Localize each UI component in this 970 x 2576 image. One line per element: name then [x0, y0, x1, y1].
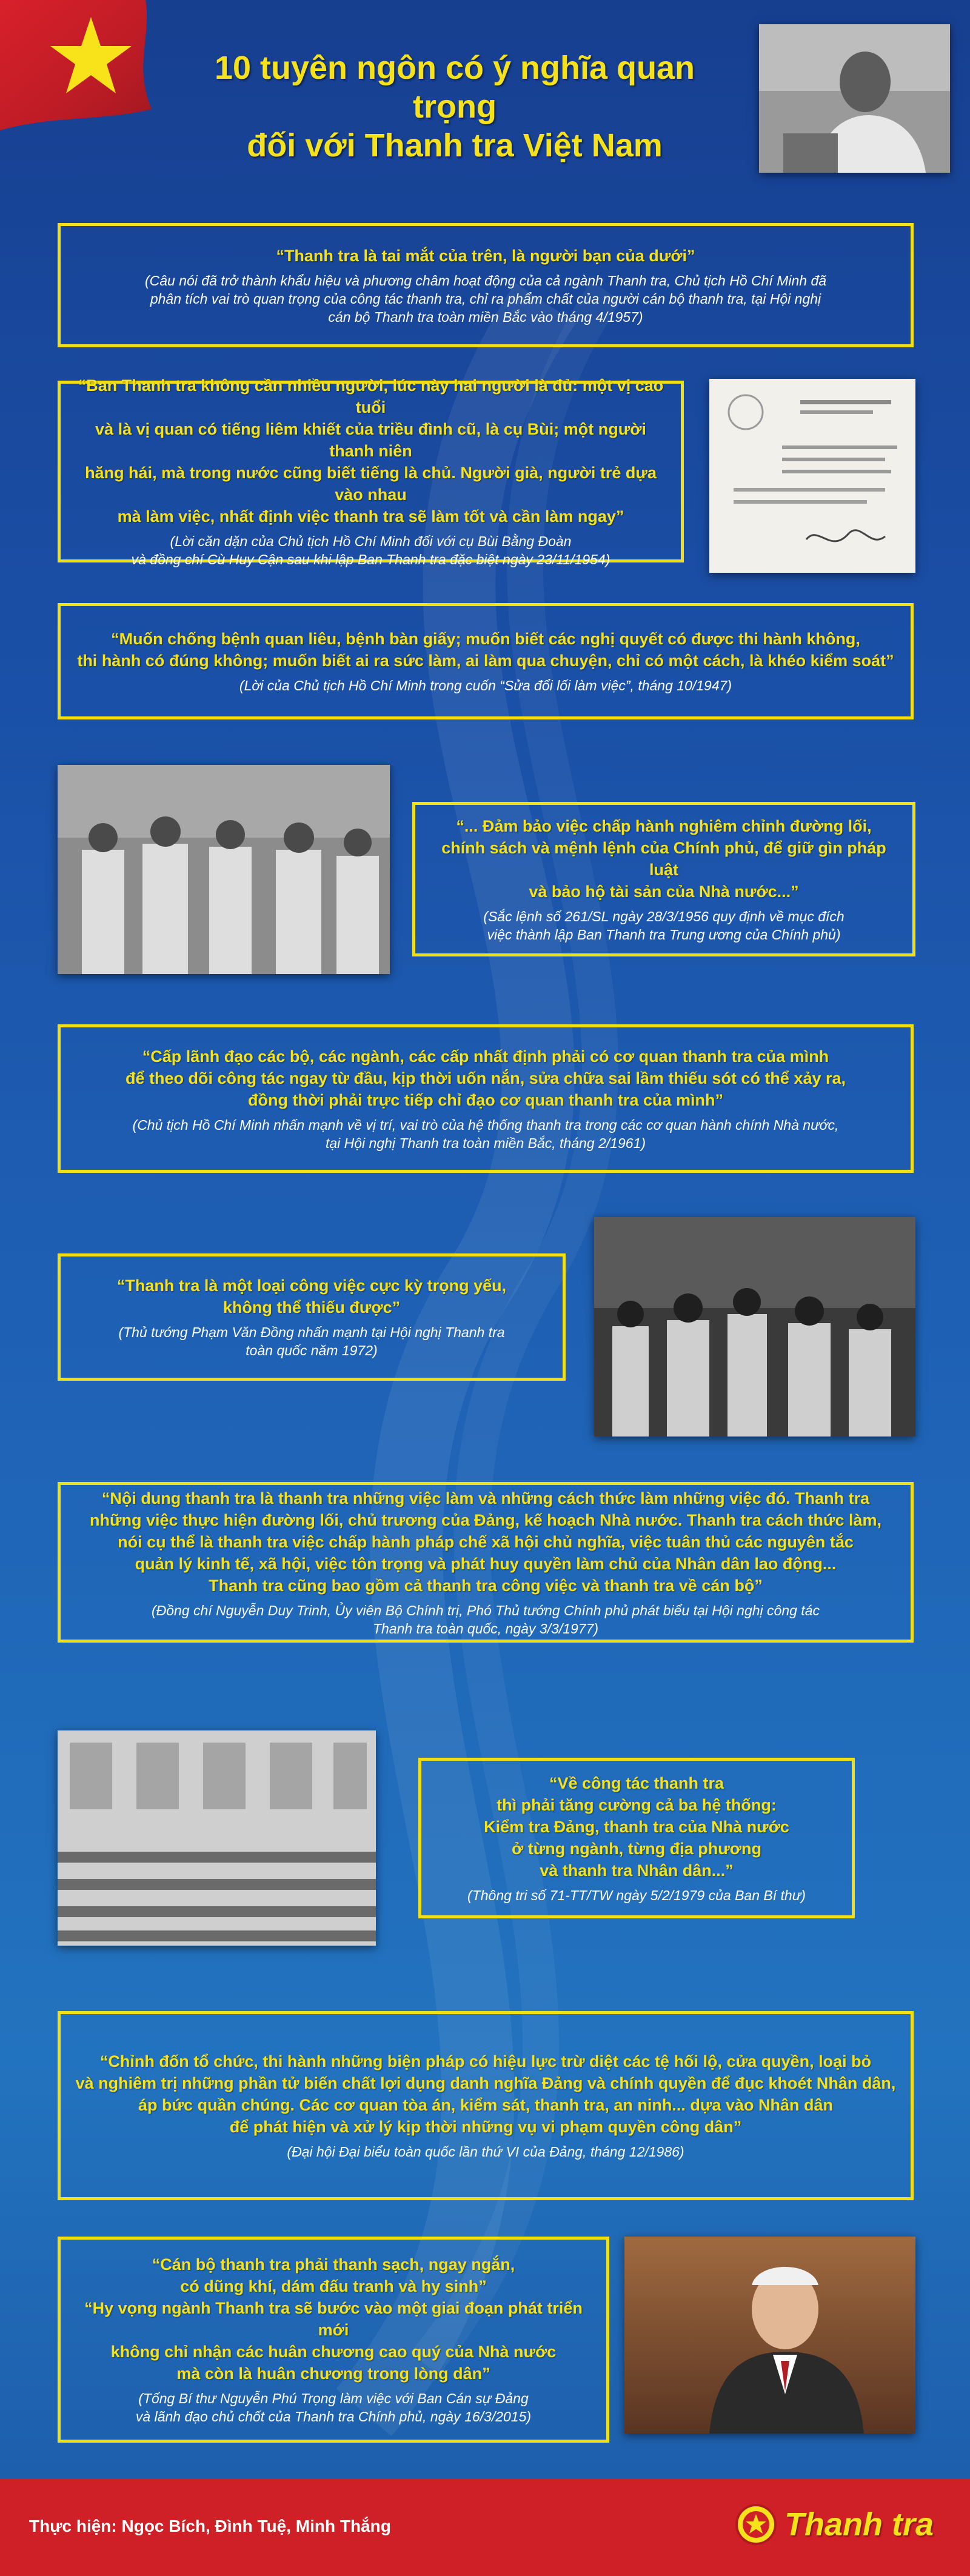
title-line-2: đối với Thanh tra Việt Nam [247, 127, 663, 164]
quote-text: “Nội dung thanh tra là thanh tra những việc làm và những cách thức làm những việc đó. Thanh tra những việc thực hiện đường lối, chủ trương của Đảng, kế hoạch Nhà nước. Thanh tra cách thức làm, nói cụ thể là thanh tra việc chấp hành pháp chế xã hội chủ nghĩa, việc tuân thủ các nguyên tắc quản lý kinh tế, xã hội, việc tôn trọng và phát huy quyền làm chủ của Nhân dân lao động... Thanh tra cũng bao gồm cả thanh tra công việc và thanh tra về cán bộ” [89, 1489, 882, 1595]
credit-text: Thực hiện: Ngọc Bích, Đình Tuệ, Minh Thắng [29, 2517, 391, 2535]
thanh-tra-logo [735, 2503, 934, 2546]
quote-source: (Đồng chí Nguyễn Duy Trinh, Ủy viên Bộ Chính trị, Phó Thủ tướng Chính phủ phát biểu tại Hội nghị công tác Thanh tra toàn quốc, ngày 3/3/1977) [152, 1602, 820, 1637]
document-photo [709, 379, 915, 573]
quote-text: “Về công tác thanh tra thì phải tăng cường cả ba hệ thống: Kiểm tra Đảng, thanh tra của Nhà nước ở từng ngành, từng địa phương và thanh tra Nhân dân...” [484, 1774, 789, 1880]
quote-text: “Muốn chống bệnh quan liêu, bệnh bàn giấy; muốn biết các nghị quyết có được thi hành không, thi hành có đúng không; muốn biết ai ra sức làm, ai làm qua chuyện, chỉ có một cách, là khéo kiểm soát” [77, 630, 894, 670]
quote-box-10 [58, 2237, 609, 2443]
quote-box-1 [58, 223, 914, 347]
document-image-icon [709, 379, 915, 573]
portrait-image-icon [759, 24, 950, 173]
quote-box-7 [58, 1482, 914, 1643]
quote-source: (Đại hội Đại biểu toàn quốc lần thứ VI của Đảng, tháng 12/1986) [287, 2144, 684, 2160]
logo-text: Thanh tra [784, 2506, 934, 2543]
portrait-photo [759, 24, 950, 173]
quote-source: (Chủ tịch Hồ Chí Minh nhấn mạnh về vị trí, vai trò của hệ thống thanh tra trong các cơ quan hành chính Nhà nước, tại Hội nghị Thanh tra toàn miền Bắc, tháng 2/1961) [132, 1116, 839, 1151]
group-image-icon [58, 765, 390, 974]
speaker-photo [624, 2237, 915, 2434]
meeting-photo [594, 1217, 915, 1436]
vietnam-flag-icon [0, 0, 158, 130]
quote-source: (Thông tri số 71-TT/TW ngày 5/2/1979 của Ban Bí thư) [467, 1887, 806, 1903]
quote-box-9 [58, 2011, 914, 2200]
quote-source: (Thủ tướng Phạm Văn Đồng nhấn mạnh tại Hội nghị Thanh tra toàn quốc năm 1972) [118, 1324, 505, 1358]
conference-photo [58, 1730, 376, 1946]
conference-image-icon [58, 1730, 376, 1946]
quote-source: (Câu nói đã trở thành khẩu hiệu và phương châm hoạt động của cả ngành Thanh tra, Chủ tịch Hồ Chí Minh đã phân tích vai trò quan trọng của công tác thanh tra, chỉ ra phẩm chất của người cán bộ thanh tra, tại Hội nghị cán bộ Thanh tra toàn miền Bắc vào tháng 4/1957) [144, 272, 827, 325]
quote-source: (Lời của Chủ tịch Hồ Chí Minh trong cuốn “Sửa đổi lối làm việc”, tháng 10/1947) [239, 678, 732, 693]
quote-box-4 [412, 802, 915, 956]
emblem-icon [735, 2503, 777, 2546]
group-photo-1 [58, 765, 390, 974]
quote-text: “Thanh tra là tai mắt của trên, là người bạn của dưới” [276, 246, 695, 265]
quote-text: “... Đảm bảo việc chấp hành nghiêm chỉnh đường lối, chính sách và mệnh lệnh của Chính phủ, để giữ gìn pháp luật và bảo hộ tài sản của Nhà nước...” [441, 816, 886, 901]
title-line-1: 10 tuyên ngôn có ý nghĩa quan trọng [214, 50, 695, 125]
quote-box-6 [58, 1253, 566, 1381]
quote-box-2 [58, 376, 684, 567]
page-title [182, 48, 728, 165]
quote-source: (Tổng Bí thư Nguyễn Phú Trọng làm việc với Ban Cán sự Đảng và lãnh đạo chủ chốt của Thanh tra Chính phủ, ngày 16/3/2015) [135, 2391, 532, 2424]
quote-box-8 [418, 1758, 855, 1918]
quote-source: (Sắc lệnh số 261/SL ngày 28/3/1956 quy định về mục đích việc thành lập Ban Thanh tra Trung ương của Chính phủ) [483, 908, 845, 943]
quote-text: “Cấp lãnh đạo các bộ, các ngành, các cấp nhất định phải có cơ quan thanh tra của mình để theo dõi công tác ngay từ đầu, kịp thời uốn nắn, sửa chữa sai lầm thiếu sót có thể xảy ra, đồng thời phải trực tiếp chỉ đạo cơ quan thanh tra của mình” [125, 1047, 846, 1109]
meeting-image-icon [594, 1217, 915, 1436]
quote-box-3 [58, 603, 914, 719]
quote-text: “Cán bộ thanh tra phải thanh sạch, ngay ngắn, có dũng khí, dám đấu tranh và hy sinh” “Hy vọng ngành Thanh tra sẽ bước vào một giai đoạn phát triển mới không chỉ nhận các huân chương cao quý của Nhà nước mà còn là huân chương trong lòng dân” [84, 2255, 583, 2383]
quote-text: “Ban Thanh tra không cần nhiều người, lúc này hai người là đủ: một vị cao tuổi và là vị quan có tiếng liêm khiết của triều đình cũ, là cụ Bùi; một người thanh niên hăng hái, mà trong nước cũng biết tiếng là chủ. Người già, người trẻ dựa vào nhau mà làm việc, nhất định việc thanh tra sẽ làm tốt và cần làm ngay” [78, 376, 664, 526]
quote-text: “Chỉnh đốn tổ chức, thi hành những biện pháp có hiệu lực trừ diệt các tệ hối lộ, cửa quyền, loại bỏ và nghiêm trị những phần tử biến chất lợi dụng danh nghĩa Đảng và chính quyền để đục khoét Nhân dân, áp bức quần chúng. Các cơ quan tòa án, kiểm sát, thanh tra, an ninh... dựa vào Nhân dân để phát hiện và xử lý kịp thời những vụ vi phạm quyền công dân” [75, 2052, 896, 2136]
speaker-image-icon [624, 2237, 915, 2434]
quote-box-5 [58, 1024, 914, 1173]
quote-source: (Lời căn dặn của Chủ tịch Hồ Chí Minh đối với cụ Bùi Bằng Đoàn và đồng chí Cù Huy Cận sau khi lập Ban Thanh tra đặc biệt ngày 23/11/1954) [131, 533, 610, 567]
footer-bar [0, 2479, 970, 2576]
quote-text: “Thanh tra là một loại công việc cực kỳ trọng yếu, không thể thiếu được” [116, 1276, 507, 1316]
